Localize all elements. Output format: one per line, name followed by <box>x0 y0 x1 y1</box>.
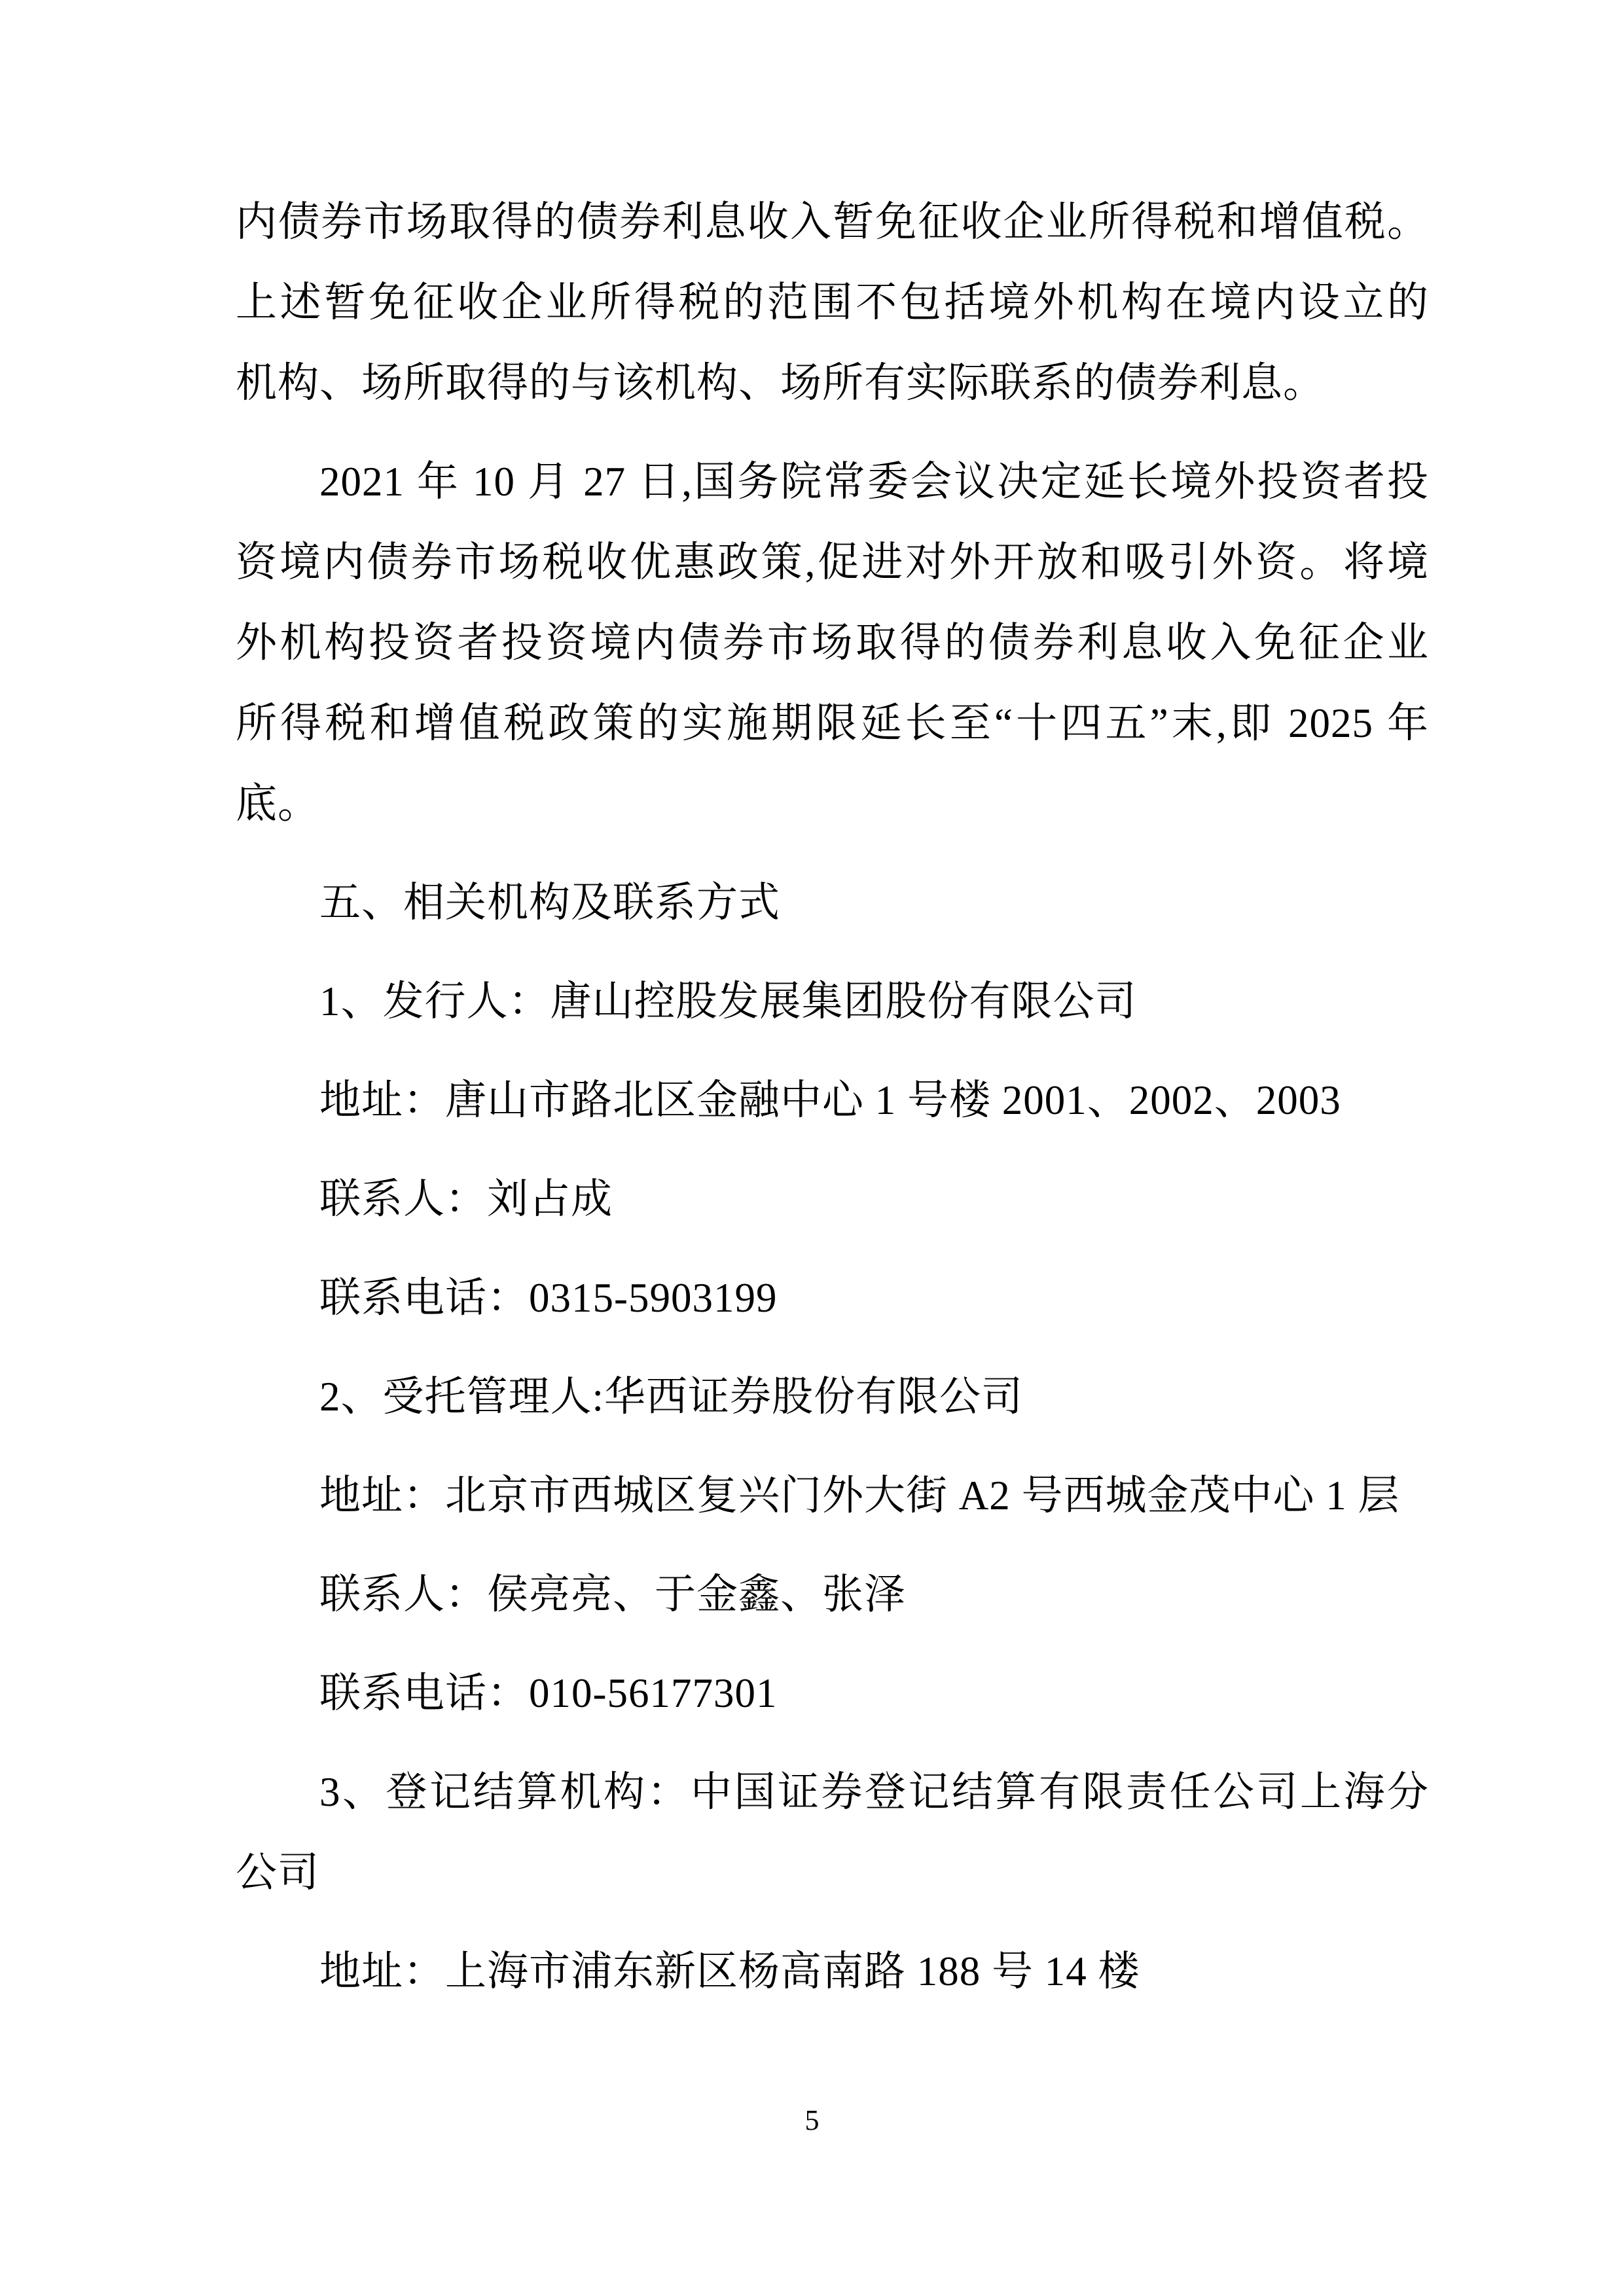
document-line: 五、相关机构及联系方式 <box>319 880 780 925</box>
document-line: 2、受托管理人:华西证券股份有限公司 <box>319 1374 1024 1420</box>
page-footer <box>0 2101 1624 2296</box>
document-line: 联系电话：010-56177301 <box>319 1670 778 1716</box>
document-line: 联系人：侯亮亮、于金鑫、张泽 <box>319 1571 906 1617</box>
document-line: 底。 <box>236 781 319 827</box>
document-body <box>236 182 1429 2012</box>
document-line: 公司 <box>236 1850 319 1895</box>
document-line: 外机构投资者投资境内债券市场取得的债券利息收入免征企业 <box>236 620 1429 666</box>
document-line: 机构、场所取得的与该机构、场所有实际联系的债券利息。 <box>236 360 1325 406</box>
document-line: 地址：上海市浦东新区杨高南路 188 号 14 楼 <box>319 1948 1140 1994</box>
page-number: 5 <box>804 2104 820 2136</box>
document-line: 3、登记结算机构：中国证券登记结算有限责任公司上海分 <box>319 1769 1429 1815</box>
document-line: 所得税和增值税政策的实施期限延长至“十四五”末,即 2025 年 <box>236 700 1429 746</box>
document-line: 地址：唐山市路北区金融中心 1 号楼 2001、2002、2003 <box>319 1077 1341 1123</box>
document-line: 联系电话：0315-5903199 <box>319 1275 778 1321</box>
document-line: 联系人：刘占成 <box>319 1176 613 1222</box>
document-line: 2021 年 10 月 27 日,国务院常委会议决定延长境外投资者投 <box>319 459 1429 505</box>
document-line: 地址：北京市西城区复兴门外大街 A2 号西城金茂中心 1 层 <box>319 1473 1400 1518</box>
document-line: 资境内债券市场税收优惠政策,促进对外开放和吸引外资。将境 <box>236 539 1429 585</box>
document-line: 上述暂免征收企业所得税的范围不包括境外机构在境内设立的 <box>236 279 1429 325</box>
document-line: 内债券市场取得的债券利息收入暂免征收企业所得税和增值税。 <box>236 199 1429 245</box>
document-line: 1、发行人：唐山控股发展集团股份有限公司 <box>319 978 1137 1024</box>
